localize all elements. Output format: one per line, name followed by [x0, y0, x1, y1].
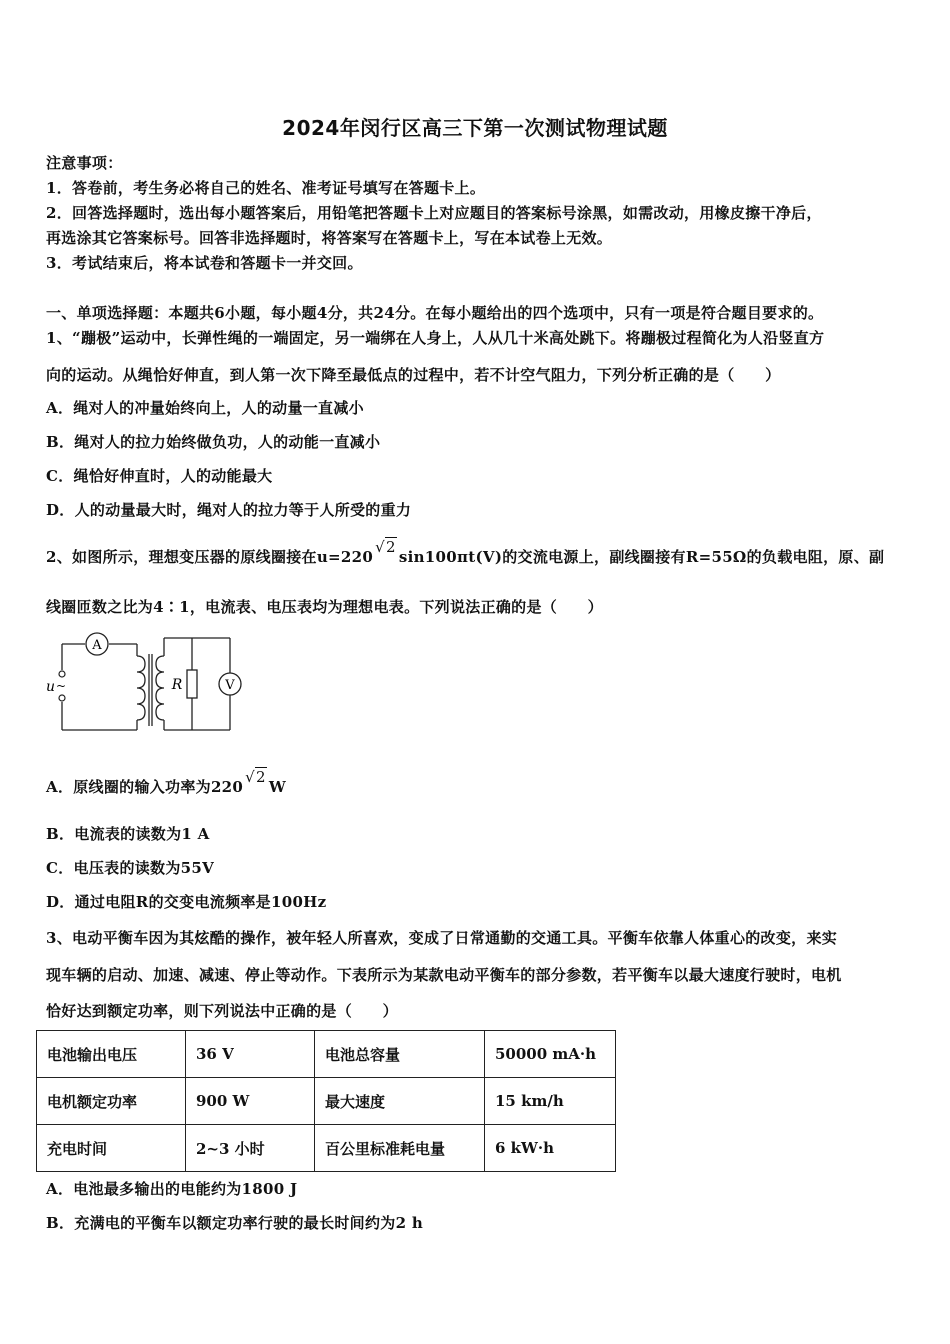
- q3-option-a: A．电池最多输出的电能约为1800 J: [46, 1180, 298, 1198]
- ammeter-label: A: [92, 638, 102, 653]
- q2-option-d: D．通过电阻R的交变电流频率是100Hz: [46, 893, 327, 911]
- table-cell: 最大速度: [315, 1078, 485, 1125]
- q1-option-d: D．人的动量最大时，绳对人的拉力等于人所受的重力: [46, 501, 412, 519]
- q3-stem: 现车辆的启动、加速、减速、停止等动作。下表所示为某款电动平衡车的部分参数，若平衡车以最大速度行驶时，电机: [46, 966, 842, 984]
- q2-stem: [46, 538, 885, 567]
- terminal-bottom: [59, 695, 65, 701]
- table-cell: 电池输出电压: [37, 1031, 186, 1078]
- table-cell: 36 V: [186, 1031, 315, 1078]
- q3-stem: 恰好达到额定功率，则下列说法中正确的是（ ）: [46, 1002, 398, 1020]
- q1-option-a: A．绳对人的冲量始终向上，人的动量一直减小: [46, 399, 364, 417]
- q2-stem: 线圈匝数之比为4∶1，电流表、电压表均为理想电表。下列说法正确的是（ ）: [46, 598, 603, 616]
- table-cell: 15 km/h: [485, 1078, 616, 1125]
- source-label: u: [46, 679, 56, 695]
- sqrt-symbol: √2: [245, 768, 266, 786]
- table-cell: 电机额定功率: [37, 1078, 186, 1125]
- table-row: [37, 1125, 616, 1172]
- q1-stem: 向的运动。从绳恰好伸直，到人第一次下降至最低点的过程中，若不计空气阻力，下列分析正确的是（ ）: [46, 366, 781, 384]
- notice-heading: 注意事项：: [46, 154, 123, 172]
- page-title: 2024年闵行区高三下第一次测试物理试题: [282, 116, 668, 140]
- ac-symbol: ~: [56, 679, 67, 693]
- table-cell: 百公里标准耗电量: [315, 1125, 485, 1172]
- section-heading: 一、单项选择题：本题共6小题，每小题4分，共24分。在每小题给出的四个选项中，只有一项是符合题目要求的。: [46, 304, 824, 322]
- q2-stem-part2: sin100πt(V)的交流电源上，副线圈接有R=55Ω的负载电阻，原、副: [398, 548, 885, 566]
- table-cell: 50000 mA·h: [485, 1031, 616, 1078]
- table-cell: 2~3 小时: [186, 1125, 315, 1172]
- notice-item: 3．考试结束后，将本试卷和答题卡一并交回。: [46, 254, 363, 272]
- notice-item: 再选涂其它答案标号。回答非选择题时，将答案写在答题卡上，写在本试卷上无效。: [46, 229, 613, 247]
- q1-stem: 1、“蹦极”运动中，长弹性绳的一端固定，另一端绑在人身上，人从几十米高处跳下。将蹦极过程简化为人沿竖直方: [46, 329, 825, 347]
- q3-stem: 3、电动平衡车因为其炫酷的操作，被年轻人所喜欢，变成了日常通勤的交通工具。平衡车依靠人体重心的改变，来实: [46, 929, 838, 947]
- q1-option-c: C．绳恰好伸直时，人的动能最大: [46, 467, 273, 485]
- q3-option-b: B．充满电的平衡车以额定功率行驶的最长时间约为2 h: [46, 1214, 424, 1232]
- sqrt-symbol: √2: [375, 538, 396, 556]
- table-cell: 充电时间: [37, 1125, 186, 1172]
- table-cell: 6 kW·h: [485, 1125, 616, 1172]
- table-cell: 电池总容量: [315, 1031, 485, 1078]
- table-row: [37, 1078, 616, 1125]
- resistor-label: R: [171, 677, 183, 693]
- voltmeter-label: V: [225, 678, 235, 693]
- notice-item: 2．回答选择题时，选出每小题答案后，用铅笔把答题卡上对应题目的答案标号涂黑，如需改动，用橡皮擦干净后，: [46, 204, 822, 222]
- q1-option-b: B．绳对人的拉力始终做负功，人的动能一直减小: [46, 433, 381, 451]
- q2-option-c: C．电压表的读数为55V: [46, 859, 215, 877]
- q2-stem-part1: 2、如图所示，理想变压器的原线圈接在u=220: [46, 548, 374, 566]
- parameter-table: [36, 1030, 616, 1172]
- table-row: [37, 1031, 616, 1078]
- q2-option-a: A．原线圈的输入功率为220√2W: [46, 768, 287, 796]
- terminal-top: [59, 671, 65, 677]
- q2-option-b: B．电流表的读数为1 A: [46, 825, 210, 843]
- notice-item: 1．答卷前，考生务必将自己的姓名、准考证号填写在答题卡上。: [46, 179, 486, 197]
- table-cell: 900 W: [186, 1078, 315, 1125]
- transformer-circuit-diagram: [40, 626, 250, 741]
- resistor: [187, 670, 197, 698]
